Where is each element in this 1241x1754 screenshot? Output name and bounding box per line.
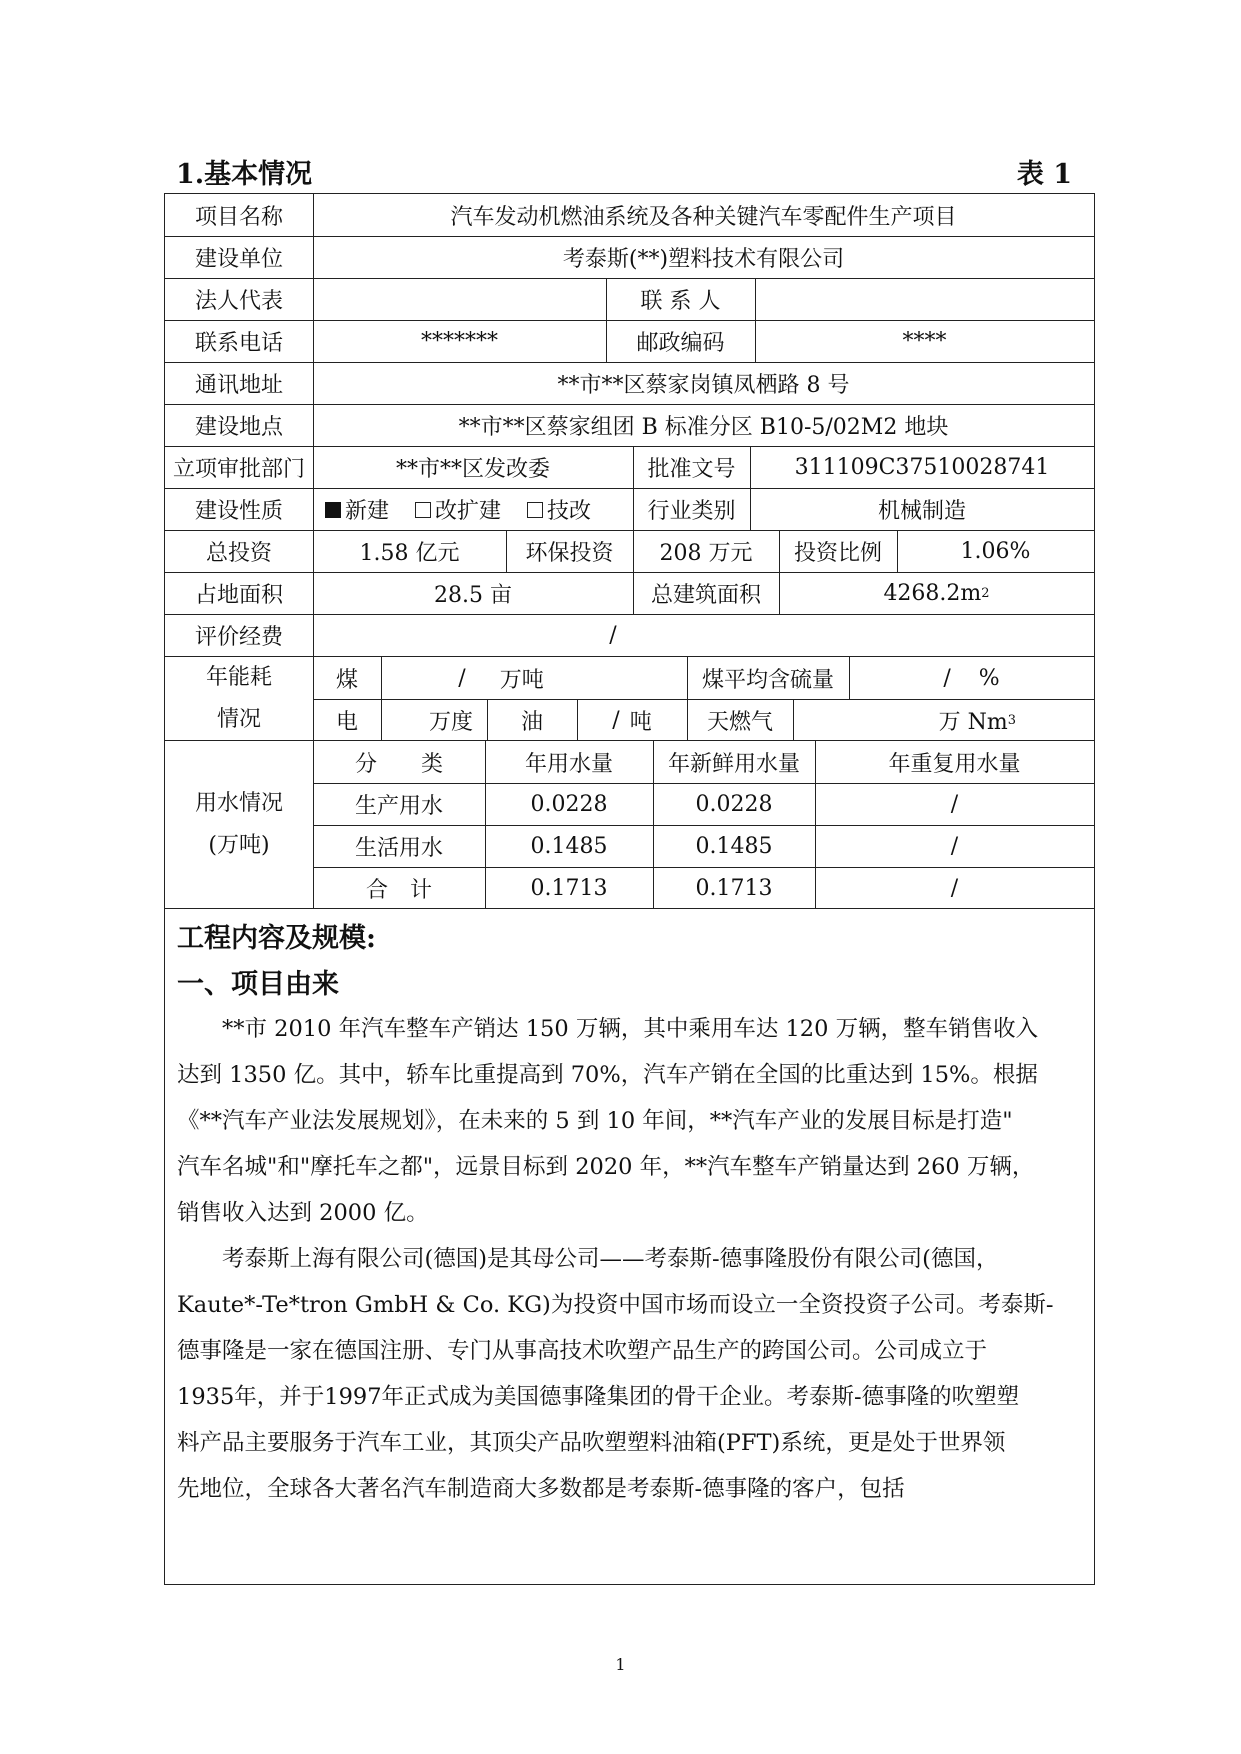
oil-label: 油 xyxy=(520,709,543,735)
text-line: **市 2010 年汽车整车产销达 150 万辆，其中乘用车达 120 万辆，整车销售收入 xyxy=(222,1016,1039,1042)
water-row-annual: 0.1485 xyxy=(530,833,608,859)
project-name-value: 汽车发动机燃油系统及各种关键汽车零配件生产项目 xyxy=(450,204,957,230)
floor-area-value xyxy=(779,573,1094,614)
power-unit: 万度 xyxy=(428,709,473,735)
text-line: 1935年，并于1997年正式成为美国德事隆集团的骨干企业。考泰斯-德事隆的吹塑塑 xyxy=(177,1384,1020,1410)
address-value: **市**区蔡家岗镇凤栖路 8 号 xyxy=(557,373,850,398)
investment-label: 总投资 xyxy=(205,541,272,566)
water-row-reuse: / xyxy=(950,791,959,817)
legal-rep-label: 法人代表 xyxy=(194,289,283,314)
nature-option-new: 新建 xyxy=(345,499,390,524)
row-project-name xyxy=(165,194,1094,237)
power-label: 电 xyxy=(335,709,358,735)
energy-label-line1: 年能耗 xyxy=(205,664,272,690)
checked-box-icon xyxy=(325,502,341,518)
eval-fee-value: / xyxy=(609,623,617,648)
approval-dept-value: **市**区发改委 xyxy=(395,457,550,482)
phone-label: 联系电话 xyxy=(194,331,283,356)
water-header-annual: 年用水量 xyxy=(524,751,613,777)
water-label xyxy=(165,741,313,908)
contact-value xyxy=(755,279,1094,320)
water-header-fresh: 年新鲜用水量 xyxy=(667,751,800,777)
water-row-category: 生产用水 xyxy=(354,793,443,819)
water-row-fresh: 0.0228 xyxy=(695,791,773,817)
oil-value: / 吨 xyxy=(612,707,652,735)
water-row-annual: 0.0228 xyxy=(530,791,608,817)
text-line: 达到 1350 亿。其中，轿车比重提高到 70%，汽车产销在全国的比重达到 15%。根据 xyxy=(177,1062,1038,1088)
ratio-value: 1.06% xyxy=(960,539,1031,564)
row-approval xyxy=(165,447,1094,489)
text-line: Kaute*-Te*tron GmbH & Co. KG)为投资中国市场而设立一全资投资子公司。考泰斯- xyxy=(177,1292,1054,1318)
row-legal-rep xyxy=(165,279,1094,321)
builder-value: 考泰斯(**)塑料技术有限公司 xyxy=(562,247,845,272)
text-line: 料产品主要服务于汽车工业，其顶尖产品吹塑塑料油箱(PFT)系统，更是处于世界领 xyxy=(177,1430,1006,1456)
industry-label: 行业类别 xyxy=(647,499,736,524)
investment-value: 1.58 亿元 xyxy=(359,541,460,566)
text-line: 《**汽车产业法发展规划》，在未来的 5 到 10 年间，**汽车产业的发展目标是打造" xyxy=(177,1108,1013,1134)
row-address xyxy=(165,363,1094,405)
approval-no-value: 311109C37510028741 xyxy=(794,455,1050,480)
water-row-reuse: / xyxy=(950,875,959,901)
approval-no-label: 批准文号 xyxy=(647,457,736,482)
floor-area-superscript: 2 xyxy=(981,586,990,601)
water-row-category: 合 计 xyxy=(365,877,432,903)
nature-label: 建设性质 xyxy=(194,499,283,524)
phone-value: ******* xyxy=(421,329,498,354)
row-site xyxy=(165,405,1094,447)
sulfur-value: / % xyxy=(943,665,1000,691)
paragraph-1 xyxy=(177,1006,1083,1236)
env-investment-label: 环保投资 xyxy=(525,541,614,566)
approval-dept-label: 立项审批部门 xyxy=(172,457,305,482)
energy-block xyxy=(165,657,1094,741)
row-area xyxy=(165,573,1094,615)
contact-label: 联 系 人 xyxy=(640,289,721,314)
eval-fee-label: 评价经费 xyxy=(194,625,283,650)
industry-value: 机械制造 xyxy=(877,499,966,524)
nature-option-tech: 技改 xyxy=(547,499,592,524)
water-header-category: 分 类 xyxy=(354,751,443,777)
nature-options xyxy=(313,489,633,530)
row-investment xyxy=(165,531,1094,573)
row-eval-fee xyxy=(165,615,1094,657)
coal-value: / 万吨 xyxy=(458,665,544,693)
water-row-fresh: 0.1485 xyxy=(695,833,773,859)
gas-label: 天燃气 xyxy=(706,709,773,735)
gas-unit: 万 Nm 3 xyxy=(938,709,1016,735)
table-number: 表 1 xyxy=(1016,159,1072,190)
text-line: 汽车名城"和"摩托车之都"，远景目标到 2020 年，**汽车整车产销量达到 260 万辆， xyxy=(177,1154,1035,1180)
legal-rep-value xyxy=(313,279,606,320)
unchecked-box-icon xyxy=(527,502,543,518)
site-label: 建设地点 xyxy=(194,415,283,440)
coal-label: 煤 xyxy=(335,667,358,693)
section-title: 1.基本情况 xyxy=(176,159,313,190)
project-name-label: 项目名称 xyxy=(194,204,283,230)
section-heading: 一、项目由来 xyxy=(177,969,339,1000)
row-phone xyxy=(165,321,1094,363)
water-row-reuse: / xyxy=(950,833,959,859)
page-header xyxy=(176,152,1074,192)
page-number: 1 xyxy=(615,1655,626,1674)
area-value: 28.5 亩 xyxy=(434,583,512,608)
unchecked-box-icon xyxy=(415,502,431,518)
water-label-line1: 用水情况 xyxy=(194,790,283,816)
ratio-label: 投资比例 xyxy=(793,541,882,566)
water-block xyxy=(165,741,1094,909)
floor-area-number: 4268.2m xyxy=(883,581,982,606)
water-label-line2: (万吨) xyxy=(208,832,270,858)
address-label: 通讯地址 xyxy=(194,373,283,398)
water-row-fresh: 0.1713 xyxy=(695,875,773,901)
text-line: 德事隆是一家在德国注册、专门从事高技术吹塑产品生产的跨国公司。公司成立于 xyxy=(177,1338,988,1364)
sulfur-label: 煤平均含硫量 xyxy=(701,667,834,693)
text-line: 销售收入达到 2000 亿。 xyxy=(177,1200,429,1226)
row-builder xyxy=(165,237,1094,279)
content-heading: 工程内容及规模: xyxy=(177,923,376,954)
row-nature xyxy=(165,489,1094,531)
water-row-category: 生活用水 xyxy=(354,835,443,861)
site-value: **市**区蔡家组团 B 标准分区 B10-5/02M2 地块 xyxy=(458,415,949,440)
text-line: 先地位，全球各大著名汽车制造商大多数都是考泰斯-德事隆的客户，包括 xyxy=(177,1476,905,1502)
floor-area-label: 总建筑面积 xyxy=(650,583,761,608)
energy-label-line2: 情况 xyxy=(216,706,261,732)
env-investment-value: 208 万元 xyxy=(659,541,753,566)
postcode-label: 邮政编码 xyxy=(636,331,725,356)
text-line: 考泰斯上海有限公司(德国)是其母公司——考泰斯-德事隆股份有限公司(德国， xyxy=(222,1246,999,1272)
builder-label: 建设单位 xyxy=(194,247,283,272)
paragraph-2 xyxy=(177,1236,1083,1512)
postcode-value: **** xyxy=(902,329,947,354)
document-frame xyxy=(164,193,1095,1585)
energy-label xyxy=(165,657,313,740)
nature-option-expand: 改扩建 xyxy=(435,499,502,524)
water-row-annual: 0.1713 xyxy=(530,875,608,901)
area-label: 占地面积 xyxy=(194,583,283,608)
water-header-reuse: 年重复用水量 xyxy=(888,751,1021,777)
